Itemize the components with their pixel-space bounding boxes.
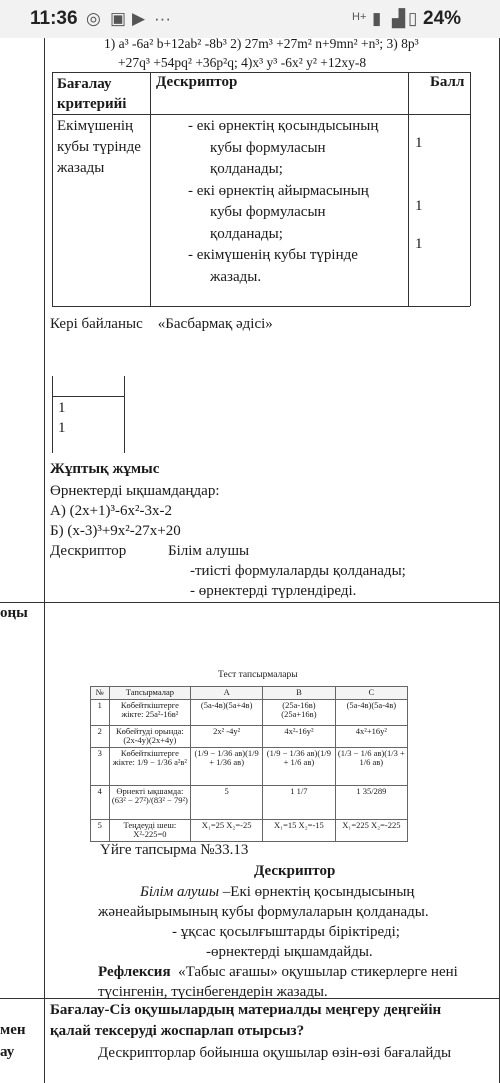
rubric-criteria: Екімүшенің кубы түрінде жазады <box>57 118 141 176</box>
table-row: 4 Өрнекті ықшамда: (63² − 27²)/(83² − 79²) 5 1 1/7 1 35/289 <box>91 785 408 819</box>
pair-work-task: Өрнектерді ықшамдаңдар: <box>50 483 220 499</box>
homework: Үйге тапсырма №33.13 <box>100 842 249 858</box>
whatsapp-icon: ◎ <box>86 9 101 28</box>
descriptor-line-4: -өрнектерді ықшамдайды. <box>206 944 373 960</box>
signal-bars-icon: ▟ <box>392 9 406 28</box>
formula-line-1: 1) a³ -6a² b+12ab² -8b³ 2) 27m³ +27m² n+9mn² +n³; 3) 8p³ <box>104 36 419 51</box>
assessment-line-1: Бағалау-Сіз оқушылардың материалды меңгеру деңгейін <box>50 1002 442 1018</box>
pair-work-learner: Білім алушы <box>168 543 250 559</box>
rubric-score-1: 1 <box>415 135 423 151</box>
pair-work-descriptor-2: - өрнектерді түрлендіреді. <box>190 583 357 599</box>
rubric-descriptors: - екі өрнектің қосындысының кубы формуласын қолданады; - екі өрнектің айырмасының кубы формуласын қолданады; - екімүшенің кубы түрінде жазады. <box>188 118 379 285</box>
signal-icon: ▮ <box>372 9 382 28</box>
table-row: 2 Көбейтуді орында: (2x-4y)(2x+4y) 2x² -4y² 4x²-16y² 4x²+16y² <box>91 725 408 747</box>
rubric-header-descriptor: Дескриптор <box>156 74 238 90</box>
descriptor-line-1: Білім алушы –Екі өрнектің қосындысының <box>140 884 415 900</box>
formula-line-2: +27q³ +54pq² +36p²q; 4)x³ y³ -6x² y² +12xy-8 <box>118 55 367 70</box>
section-divider-1 <box>0 602 500 603</box>
feedback-method: Кері байланыс «Басбармақ әдісі» <box>50 316 273 332</box>
left-fragment-3: ау <box>0 1044 15 1060</box>
test-table <box>90 686 408 842</box>
gallery-icon: ▣ <box>110 9 127 28</box>
battery-level: 24% <box>423 8 462 29</box>
battery-icon: ▯ <box>408 9 418 28</box>
network-type: H+ <box>352 11 367 23</box>
rubric-header-criteria: Бағалау критерийі <box>57 76 127 112</box>
assessment-line-3: Дескрипторлар бойынша оқушылар өзін-өзі бағалайды <box>98 1045 452 1061</box>
pair-work-descriptor-label: Дескриптор <box>50 543 127 559</box>
table-row: 1 Көбейткіштерге жікте: 25a²-16в² (5a-4в)(5a+4в) (25a-16в)(25a+16в) (5a-4в)(5a-4в) <box>91 699 408 725</box>
left-border-lower <box>44 998 45 1083</box>
descriptor-title: Дескриптор <box>254 863 336 879</box>
reflection-line-2: түсінгенін, түсінбегендерін жазады. <box>98 984 328 1000</box>
descriptor-line-2: жәнеайырымының кубы формулаларын қолданады. <box>98 904 429 920</box>
left-fragment-1: оңы <box>0 605 28 621</box>
pair-work-title: Жұптық жұмыс <box>50 461 160 477</box>
rubric-header-score: Балл <box>430 74 465 90</box>
status-bar <box>0 0 500 38</box>
youtube-icon: ▶ <box>132 9 146 28</box>
table-row: 3 Көбейткіштерге жікте: 1/9 − 1/36 a²в² (1/9 − 1/36 aв)(1/9 + 1/36 aв) (1/9 − 1/36 aв)(1/9 + 1/6 aв) (1/3 − 1/6 aв)(1/3 + 1/6 aв) <box>91 747 408 785</box>
pair-work-item-b: Б) (x-3)³+9x²-27x+20 <box>50 523 181 539</box>
test-title: Тест тапсырмалары <box>218 670 298 680</box>
more-notifications-icon: ··· <box>154 9 171 28</box>
left-border <box>44 38 45 998</box>
clock: 11:36 <box>30 8 78 29</box>
assessment-line-2: қалай тексеруді жоспарлап отырсыз? <box>50 1023 305 1039</box>
reflection: Рефлексия «Табыс ағашы» оқушылар стикерлерге нені <box>98 964 458 980</box>
test-header-row: № Тапсырмалар A B C <box>91 687 408 700</box>
pair-work-descriptor-1: -тиісті формулаларды қолданады; <box>190 563 406 579</box>
table-row: 5 Теңдеуді шеш: X²-225=0 X₁=25 X₂=-25 X₁=15 X₂=-15 X₁=225 X₂=-225 <box>91 819 408 841</box>
pair-work-item-a: А) (2x+1)³-6x²-3x-2 <box>50 503 173 519</box>
descriptor-line-3: - ұқсас қосылғыштарды біріктіреді; <box>172 924 400 940</box>
rubric-score-3: 1 <box>415 236 423 252</box>
rubric-score-2: 1 <box>415 198 423 214</box>
left-fragment-2: мен <box>0 1022 26 1038</box>
